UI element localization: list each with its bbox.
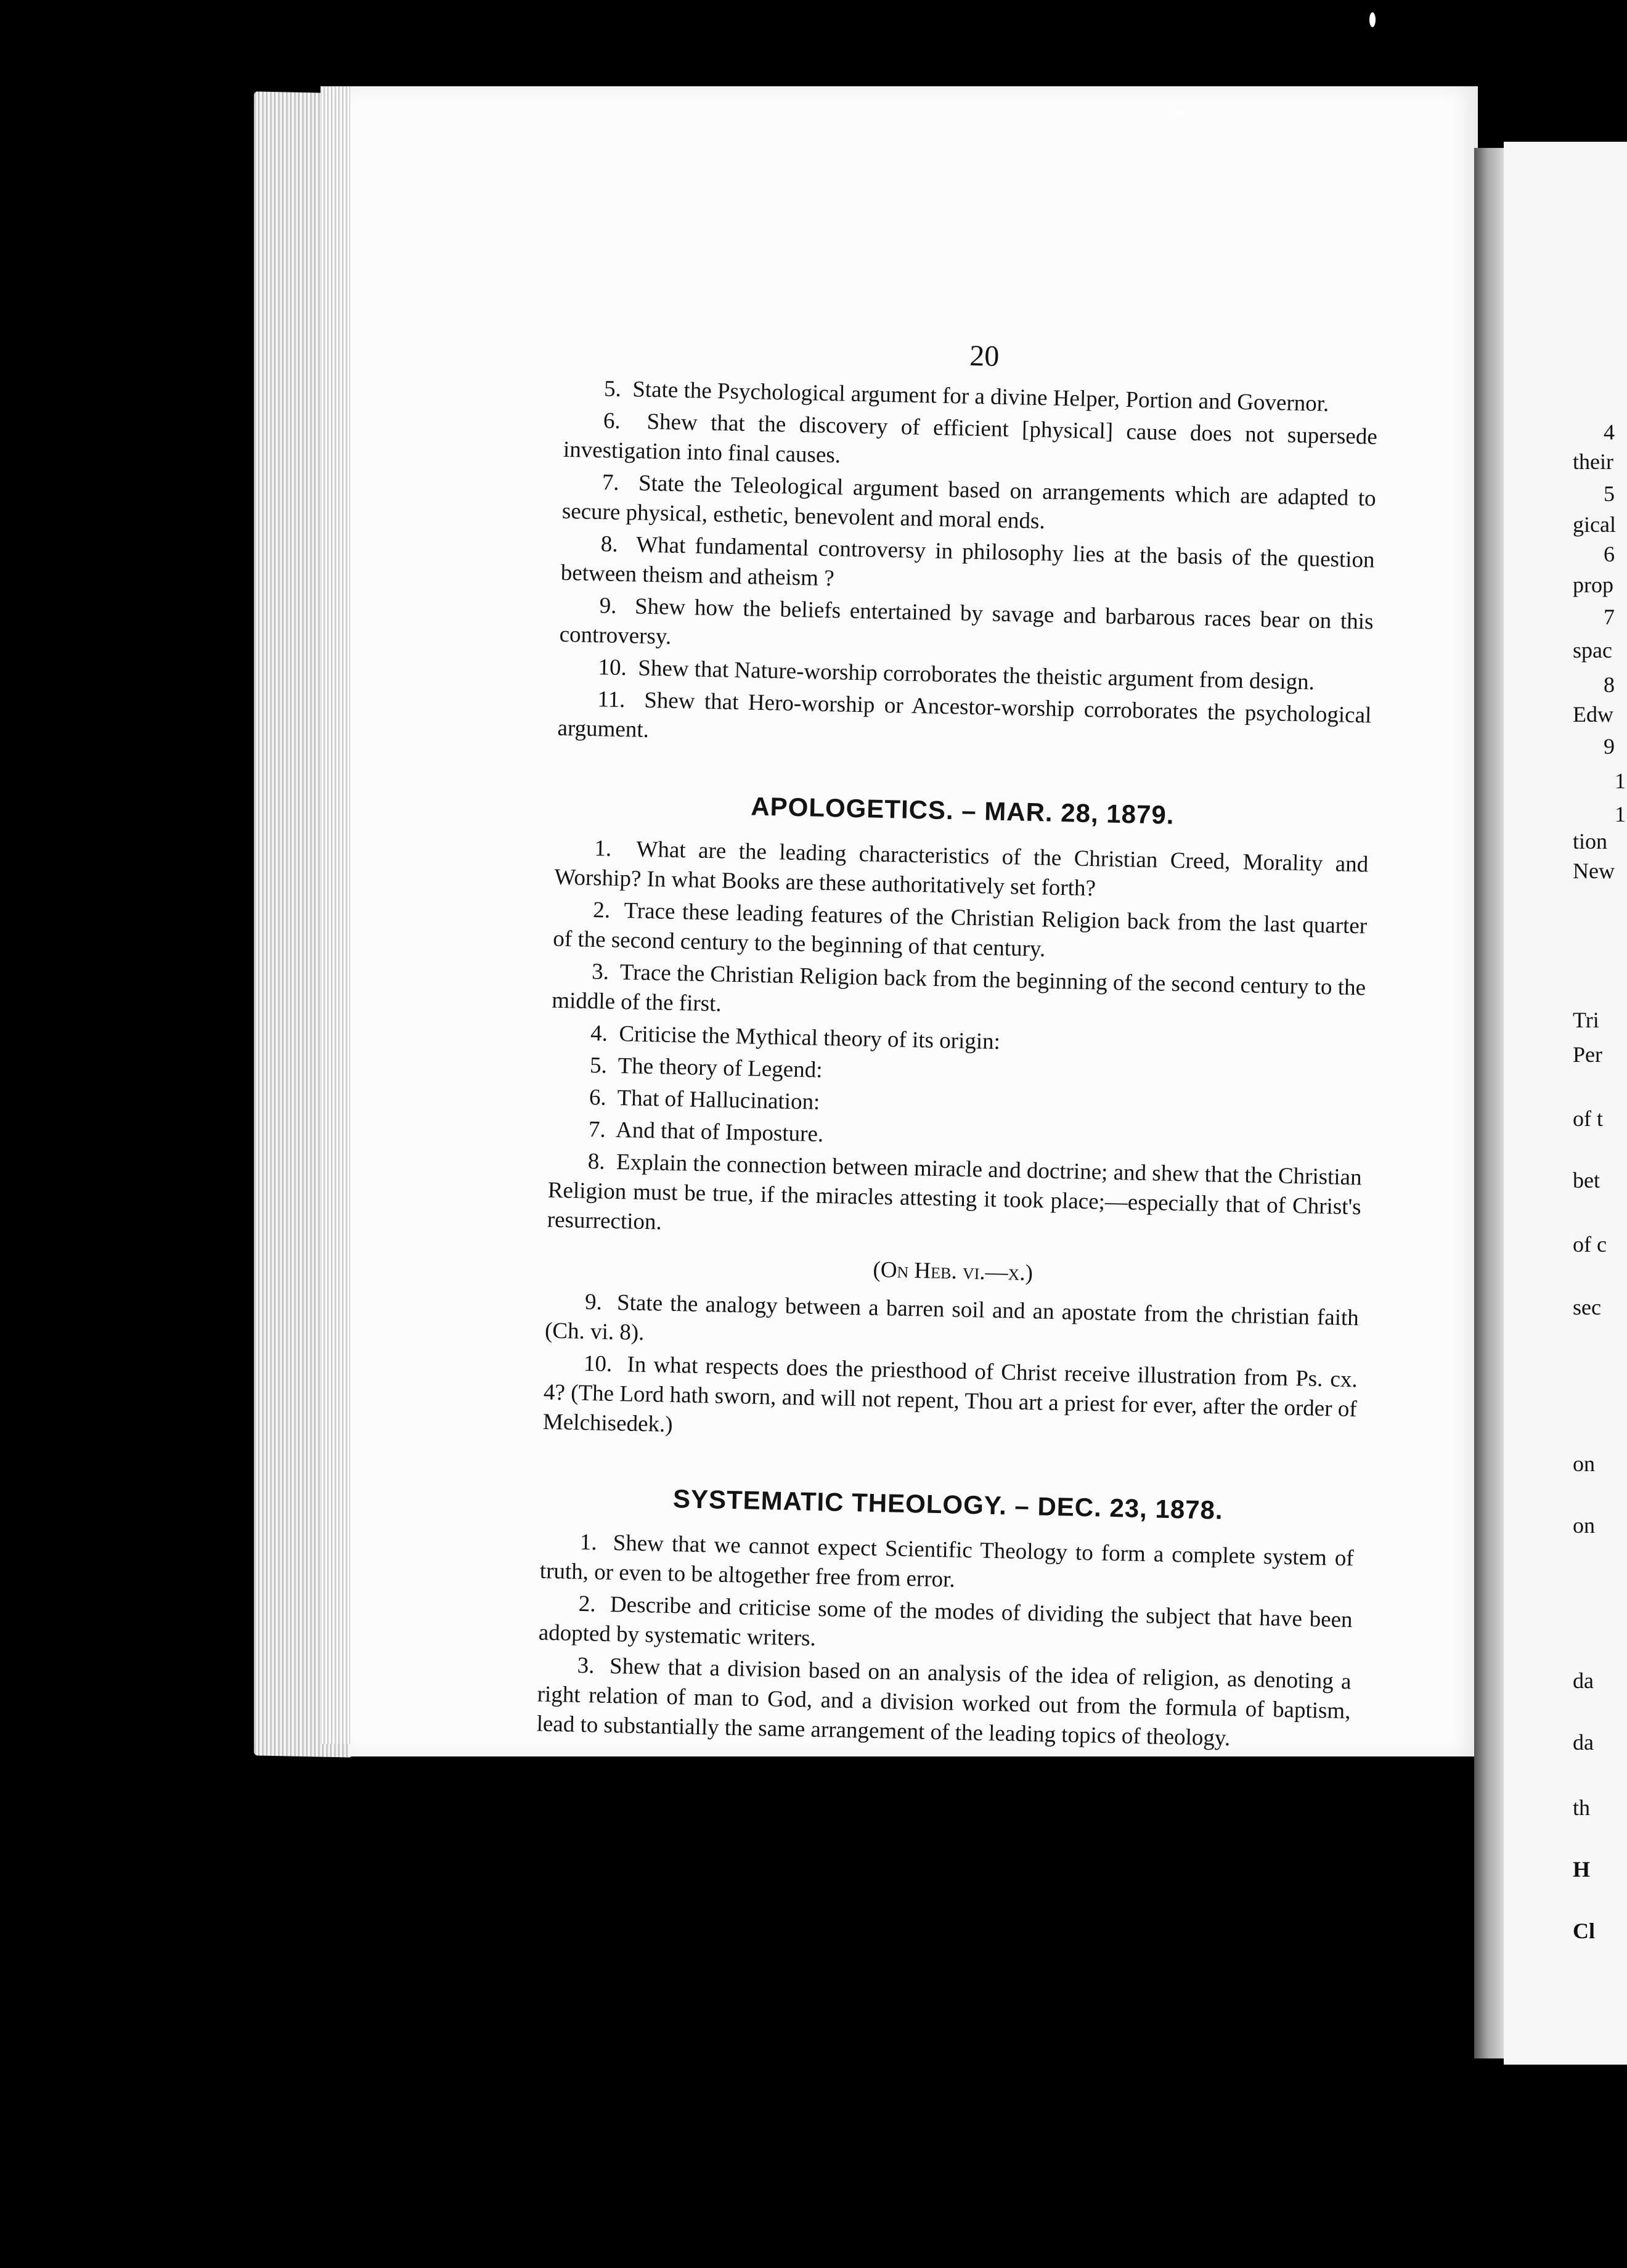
- question-number: 6.: [603, 408, 621, 434]
- apologetics-questions: [547, 833, 1368, 1252]
- question-text: Shew that a division based on an analysis of the idea of religion, as denoting a right relation of man to God, and a division worked out from the formula of baptism, lead to substantially the same arrangement of the leading topics of theology.: [536, 1653, 1352, 1752]
- facing-page-fragment: tion: [1573, 829, 1608, 854]
- question-number: 8.: [600, 531, 619, 557]
- facing-page-fragment: da: [1573, 1668, 1594, 1693]
- question-text: What fundamental controversy in philosophy lies at the basis of the question between theism and atheism ?: [560, 532, 1375, 592]
- facing-page-fragment: New: [1573, 859, 1615, 883]
- page-number: 20: [969, 339, 1000, 373]
- facing-page-fragment: Edw: [1573, 702, 1613, 727]
- question-number: 5.: [603, 376, 622, 402]
- section-heading-systematic-theology: SYSTEMATIC THEOLOGY. – DEC. 23, 1878.: [672, 1484, 1224, 1525]
- facing-page-fragment: th: [1573, 1795, 1591, 1820]
- facing-page-fragment: 5: [1604, 481, 1615, 506]
- question-number: 5.: [589, 1053, 608, 1079]
- question-text: Trace these leading features of the Christian Religion back from the last quarter of the second century to the beginning of that century.: [552, 898, 1368, 962]
- facing-page-fragment: bet: [1573, 1168, 1600, 1193]
- intro-questions: [557, 373, 1378, 761]
- facing-page-fragment: Per: [1573, 1042, 1602, 1067]
- question-number: 8.: [587, 1149, 606, 1175]
- question-text: Describe and criticise some of the modes of dividing the subject that have been adopted by systematic writers.: [538, 1591, 1353, 1651]
- facing-page-fragment: da: [1573, 1730, 1594, 1755]
- apologetics-questions-heb: [542, 1287, 1359, 1454]
- dust-speck: [1369, 12, 1376, 27]
- facing-page-fragment: of t: [1573, 1106, 1603, 1131]
- question-number: 4.: [590, 1021, 608, 1046]
- facing-page-fragment: H: [1573, 1857, 1591, 1882]
- facing-page-fragment: on: [1573, 1451, 1595, 1476]
- question-text: Trace the Christian Religion back from the beginning of the second century to the middle of the first.: [551, 960, 1366, 1017]
- question: [536, 1650, 1352, 1756]
- question-text: Shew that we cannot expect Scientific Theology to form a complete system of truth, or even to be altogether free from error.: [539, 1530, 1355, 1593]
- facing-page-fragment: spac: [1573, 638, 1612, 663]
- question-text: Criticise the Mythical theory of its origin:: [619, 1021, 1001, 1055]
- question-number: 2.: [578, 1591, 596, 1617]
- question-number: 1.: [579, 1529, 598, 1556]
- facing-page-fragment: 9: [1604, 734, 1615, 759]
- question-number: 6.: [589, 1085, 607, 1111]
- section-heading-apologetics: APOLOGETICS. – MAR. 28, 1879.: [750, 791, 1175, 830]
- question-text: And that of Imposture.: [615, 1117, 824, 1148]
- question-number: 1.: [594, 836, 612, 862]
- facing-page-fragment: 1: [1615, 802, 1626, 826]
- question-number: 9.: [584, 1289, 603, 1315]
- question-text: State the Psychological argument for a divine Helper, Portion and Governor.: [632, 377, 1329, 417]
- facing-page-fragment: 7: [1604, 605, 1615, 629]
- question-number: 3.: [577, 1652, 595, 1679]
- question-text: Shew that Hero-worship or Ancestor-worship corroborates the psychological argument.: [557, 687, 1372, 743]
- facing-page-fragment: on: [1573, 1513, 1595, 1538]
- question-number: 10.: [598, 655, 627, 681]
- question-text: In what respects does the priesthood of Christ receive illustration from Ps. cx. 4? (The Lord hath sworn, and will not repent, Thou art a priest for ever, after the order of Melchisedek.): [542, 1352, 1358, 1438]
- question-text: Shew that the discovery of efficient [physical] cause does not supersede investigation into final causes.: [563, 409, 1378, 468]
- facing-page-fragment: 8: [1604, 672, 1615, 697]
- facing-page-fragment: Tri: [1573, 1008, 1599, 1032]
- question-text: That of Hallucination:: [617, 1085, 820, 1115]
- facing-page-fragment: 4: [1604, 420, 1615, 444]
- question-text: Shew how the beliefs entertained by savage and barbarous races bear on this controversy.: [559, 594, 1374, 650]
- question-number: 3.: [591, 959, 610, 985]
- question-number: 11.: [597, 687, 626, 713]
- question-text: State the analogy between a barren soil and an apostate from the christian faith (Ch. vi. 8).: [544, 1290, 1360, 1346]
- question-number: 10.: [583, 1350, 613, 1377]
- question-text: Explain the connection between miracle and doctrine; and shew that the Christian Religion must be true, if the miracles attesting it took place;—especially that of Christ's resurrection.: [547, 1149, 1363, 1235]
- question-text: State the Teleological argument based on arrangements which are adapted to secure physical, esthetic, benevolent and moral ends.: [561, 470, 1377, 534]
- facing-page-fragment: of c: [1573, 1232, 1607, 1257]
- question-number: 2.: [592, 897, 611, 923]
- question-number: 7.: [601, 470, 620, 496]
- question: [547, 1146, 1362, 1252]
- question-text: The theory of Legend:: [618, 1053, 823, 1083]
- facing-page-fragment: prop: [1573, 573, 1613, 597]
- facing-page-fragment: their: [1573, 449, 1613, 474]
- dust-speck: [1176, 111, 1183, 116]
- page-text: [536, 333, 1379, 1758]
- question-text: What are the leading characteristics of the Christian Creed, Morality and Worship? In what Books are these authoritatively set forth?: [554, 836, 1369, 902]
- facing-page-fragment: gical: [1573, 512, 1616, 537]
- facing-page-fragment: 6: [1604, 542, 1615, 566]
- systematic-questions: [536, 1527, 1354, 1756]
- facing-page-fragment: 1: [1615, 769, 1626, 793]
- facing-page-fragment: Cl: [1573, 1919, 1595, 1943]
- question-number: 9.: [599, 593, 617, 619]
- question-text: Shew that Nature-worship corroborates the theistic argument from design.: [637, 655, 1315, 695]
- subheading-heb: (On Heb. vi.—x.): [873, 1257, 1034, 1286]
- question-number: 7.: [588, 1117, 606, 1143]
- page-edge-inner: [320, 86, 353, 1744]
- facing-page-fragment: sec: [1573, 1295, 1601, 1320]
- question: [542, 1348, 1358, 1454]
